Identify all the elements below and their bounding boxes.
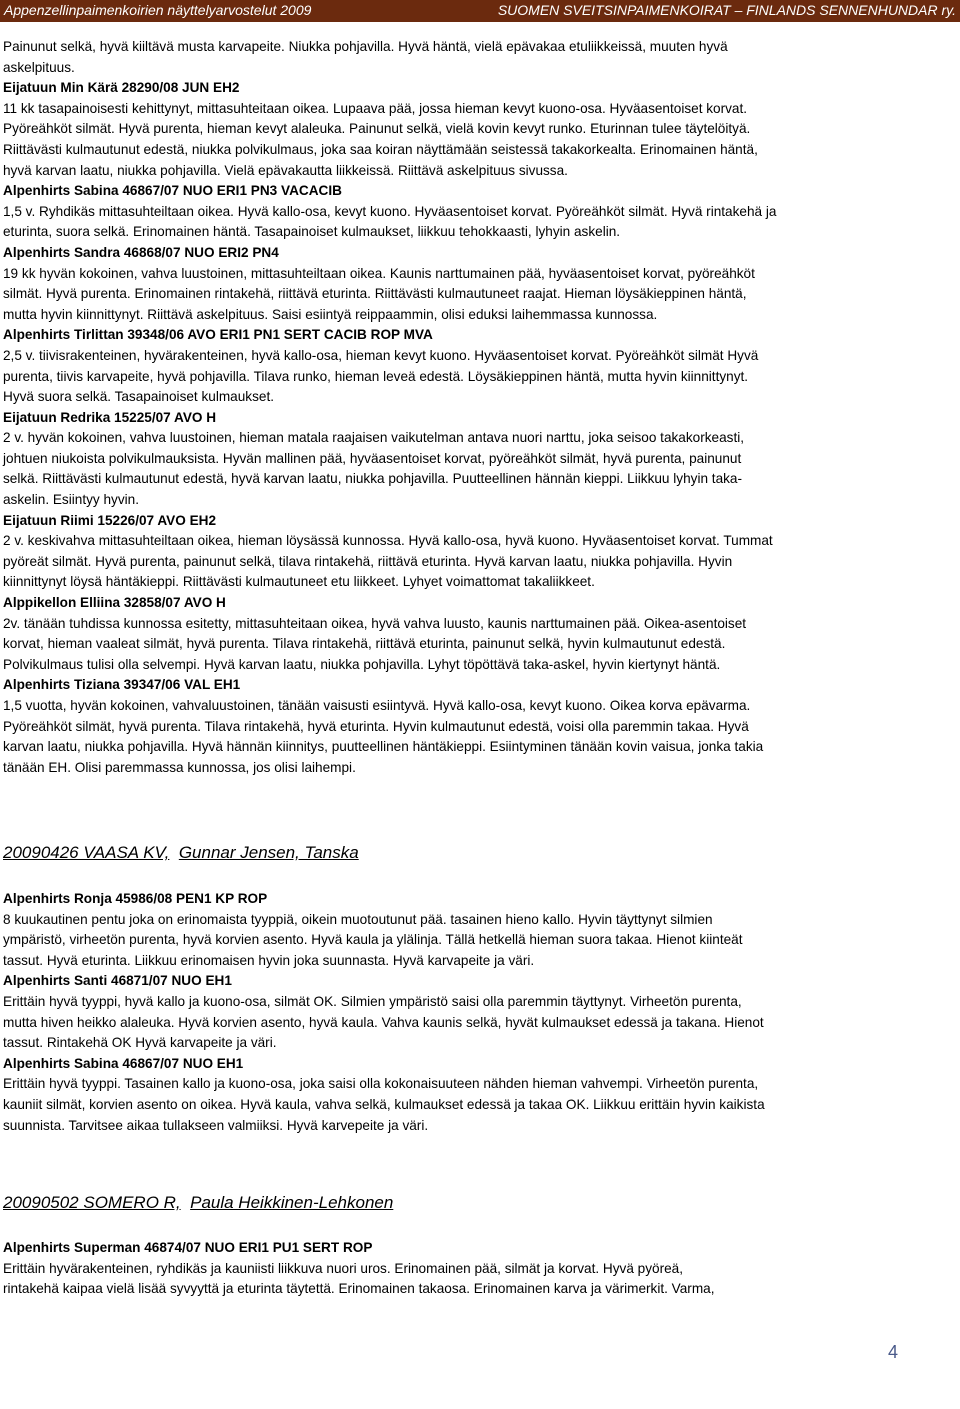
dog-entry-title: Eijatuun Redrika 15225/07 AVO H	[3, 409, 217, 425]
critique-line: karvan laatu, niukka pohjavilla. Hyvä hännän kiinnitys, puutteellinen häntäkieppi. Esiintyminen tänään kovin vaisua, jonka takia	[3, 739, 764, 755]
dog-entry-title: Alpenhirts Sabina 46867/07 NUO ERI1 PN3 VACACIB	[3, 183, 342, 199]
dog-entry-title: Alpenhirts Sandra 46868/07 NUO ERI2 PN4	[3, 244, 279, 260]
critique-line: kauniit silmät, korvien asento on oikea. Hyvä kaula, vahva selkä, kulmaukset edessä ja takaa OK. Liikkuu erittäin hyvin kaikista	[3, 1096, 765, 1112]
header-title-right: SUOMEN SVEITSINPAIMENKOIRAT – FINLANDS SENNENHUNDAR ry.	[497, 2, 956, 18]
critique-line: 2v. tänään tuhdissa kunnossa esitetty, mittasuhteitaan oikea, hyvä vahva luusto, kaunis narttumainen pää. Oikea-asentoiset	[3, 615, 747, 631]
critique-line: johtuen niukoista polvikulmauksista. Hyvän mallinen pää, hyväasentoiset korvat, pyöreähköt silmät, hyvä purenta, painunut	[3, 450, 742, 466]
critique-line: pyöreät silmät. Hyvä purenta, painunut selkä, tilava rintakehä, riittävä eturinta. Hyvä karvan laatu, niukka pohjavilla. Hyvin	[3, 553, 733, 569]
header-title-left: Appenzellinpaimenkoirien näyttelyarvostelut 2009	[4, 2, 312, 18]
critique-line: Pyöreähköt silmät, hyvä purenta. Tilava rintakehä, hyvä eturinta. Hyvin kulmautunut edestä, voisi olla paremmin takaa. Hyvä	[3, 718, 749, 734]
critique-line: mutta hiven heikko alaleuka. Hyvä korvien asento, hyvä kaula. Vahva kaunis selkä, hyvät kulmaukset edessä ja takana. Hienot	[3, 1014, 764, 1030]
critique-line: Erittäin hyvä tyyppi, hyvä kallo ja kuono-osa, silmät OK. Silmien ympäristö saisi olla paremmin täyttynyt. Virheetön purenta,	[3, 993, 742, 1009]
critique-line: askelin. Esiintyy hyvin.	[3, 492, 139, 508]
critique-line: kiinnittynyt löysä häntäkieppi. Riittävästi kulmautuneet etu liikkeet. Lyhyet voimattomat takaliikkeet.	[3, 574, 595, 590]
critique-line: korvat, hieman vaaleat silmät, hyvä purenta. Tilava rintakehä, riittävä eturinta, painunut selkä, hyvin kulmautunut edestä.	[3, 636, 726, 652]
dog-entry-title: Alpenhirts Ronja 45986/08 PEN1 KP ROP	[3, 891, 268, 906]
section-judge: Gunnar Jensen, Tanska	[178, 843, 359, 862]
critique-line: Polvikulmaus tulisi olla selvempi. Hyvä karvan laatu, niukka pohjavilla. Lyhyt töpöttävä taka-askel, hyvin kiertynyt häntä.	[3, 656, 721, 672]
page-header	[0, 0, 960, 22]
critique-line: 11 kk tasapainoisesti kehittynyt, mittasuhteitaan oikea. Lupaava pää, jossa hieman kevyt kuono-osa. Hyväasentoiset korvat.	[3, 100, 748, 116]
dog-entry-title: Alpenhirts Santi 46871/07 NUO EH1	[3, 973, 232, 989]
critique-line: selkä. Riittävästi kulmautunut edestä, hyvä karvan laatu, niukka pohjavilla. Puutteellinen hännän kieppi. Liikkuu lyhyin taka-	[3, 471, 743, 487]
critique-line: tassut. Rintakehä OK Hyvä karvapeite ja väri.	[3, 1035, 277, 1051]
section-heading-vaasa	[3, 843, 359, 863]
judging-block-1	[3, 37, 903, 778]
dog-entry-title: Eijatuun Min Kärä 28290/08 JUN EH2	[3, 80, 240, 96]
critique-line: 2 v. keskivahva mittasuhteiltaan oikea, hieman löysässä kunnossa. Hyvä kallo-osa, hyvä kuono. Hyväasentoiset korvat. Tummat	[3, 533, 773, 549]
critique-line: eturinta, suora selkä. Erinomainen häntä. Tasapainoiset kulmaukset, liikkuu tehokkaasti, lyhyin askelin.	[3, 224, 621, 240]
section-heading-somero	[3, 1193, 393, 1213]
dog-entry-title: Eijatuun Riimi 15226/07 AVO EH2	[3, 512, 217, 528]
section-date: 20090502 SOMERO R,	[3, 1193, 181, 1212]
critique-line: 8 kuukautinen pentu joka on erinomaista tyyppiä, oikein muotoutunut pää. tasainen hieno kallo. Hyvin täyttynyt silmien	[3, 911, 713, 927]
judging-block-3	[3, 1238, 903, 1300]
critique-line: Riittävästi kulmautunut edestä, niukka polvikulmaus, joka saa koiran näyttämään seistessä takakorkealta. Erinomainen häntä,	[3, 141, 758, 157]
critique-line: Erittäin hyvä tyyppi. Tasainen kallo ja kuono-osa, joka saisi olla kokonaisuuteen nähden hieman vahvempi. Virheetön purenta,	[3, 1076, 759, 1092]
page-number: 4	[887, 1342, 898, 1362]
critique-line: Pyöreähköt silmät. Hyvä purenta, hieman kevyt alaleuka. Painunut selkä, vielä kovin kevyt runko. Eturinnan tulee täytelöityä.	[3, 121, 751, 137]
critique-line: Painunut selkä, hyvä kiiltävä musta karvapeite. Niukka pohjavilla. Hyvä häntä, vielä epävakaa etuliikkeissä, muuten hyvä	[3, 39, 728, 54]
critique-line: purenta, tiivis karvapeite, hyvä pohjavilla. Tilava runko, hieman leveä edestä. Löysäkieppinen häntä, mutta hyvin kiinnittynyt.	[3, 368, 749, 384]
dog-entry-title: Alpenhirts Superman 46874/07 NUO ERI1 PU1 SERT ROP	[3, 1240, 373, 1255]
critique-line: 1,5 vuotta, hyvän kokoinen, vahvaluustoinen, tänään vaisusti esiintyvä. Hyvä kallo-osa, kevyt kuono. Oikea korva epävarma.	[3, 698, 751, 713]
critique-line: suunnista. Tarvitsee aikaa tullakseen valmiiksi. Hyvä karvepeite ja väri.	[3, 1117, 429, 1133]
critique-line: Erittäin hyvärakenteinen, ryhdikäs ja kauniisti liikkuva nuori uros. Erinomainen pää, silmät ja korvat. Hyvä pyöreä,	[3, 1260, 684, 1276]
critique-line: hyvä karvan laatu, niukka pohjavilla. Vielä epävakautta liikkeissä. Riittävä askelpituus sivussa.	[3, 162, 568, 178]
section-date: 20090426 VAASA KV,	[3, 843, 170, 862]
critique-line: tassut. Hyvä eturinta. Liikkuu erinomaisen hyvin joka suunnasta. Hyvä karvapeite ja väri.	[3, 952, 535, 968]
dog-entry-title: Alppikellon Elliina 32858/07 AVO H	[3, 595, 226, 611]
critique-line: askelpituus.	[3, 59, 75, 75]
dog-entry-title: Alpenhirts Tirlittan 39348/06 AVO ERI1 PN1 SERT CACIB ROP MVA	[3, 327, 433, 343]
critique-line: ympäristö, virheetön purenta, hyvä korvien asento. Hyvä kaula ja ylälinja. Tällä hetkellä hieman suora takaa. Hienot kiinteät	[3, 932, 743, 948]
critique-line: mutta hyvin kiinnittynyt. Riittävä askelpituus. Saisi esiintyä reippaammin, olisi eduksi laihemmassa kunnossa.	[3, 306, 658, 322]
critique-line: tänään EH. Olisi paremmassa kunnossa, jos olisi laihempi.	[3, 759, 356, 775]
critique-line: 2 v. hyvän kokoinen, vahva luustoinen, hieman matala raajaisen vaikutelman antava nuori narttu, joka seisoo takakorkeasti,	[3, 430, 745, 446]
section-judge: Paula Heikkinen-Lehkonen	[190, 1193, 394, 1212]
critique-line: 1,5 v. Ryhdikäs mittasuhteiltaan oikea. Hyvä kallo-osa, kevyt kuono. Hyväasentoiset korvat. Pyöreähköt silmät. Hyvä rintakehä ja	[3, 203, 777, 219]
dog-entry-title: Alpenhirts Sabina 46867/07 NUO EH1	[3, 1055, 244, 1071]
critique-line: Hyvä suora selkä. Tasapainoiset kulmaukset.	[3, 389, 275, 405]
critique-line: 2,5 v. tiivisrakenteinen, hyvärakenteinen, hyvä kallo-osa, hieman kevyt kuono. Hyväasentoiset korvat. Pyöreähköt silmät Hyvä	[3, 347, 759, 363]
critique-line: 19 kk hyvän kokoinen, vahva luustoinen, mittasuhteiltaan oikea. Kaunis narttumainen pää, hyväasentoiset korvat, pyöreähköt	[3, 265, 755, 281]
dog-entry-title: Alpenhirts Tiziana 39347/06 VAL EH1	[3, 677, 241, 693]
judging-block-2	[3, 889, 903, 1136]
critique-line: rintakehä kaipaa vielä lisää syvyyttä ja eturinta täytettä. Erinomainen takaosa. Erinomainen karva ja värimerkit. Varma,	[3, 1281, 715, 1297]
critique-line: silmät. Hyvä purenta. Erinomainen rintakehä, riittävä eturinta. Riittävästi kulmautuneet raajat. Hieman löysäkieppinen häntä,	[3, 286, 747, 302]
